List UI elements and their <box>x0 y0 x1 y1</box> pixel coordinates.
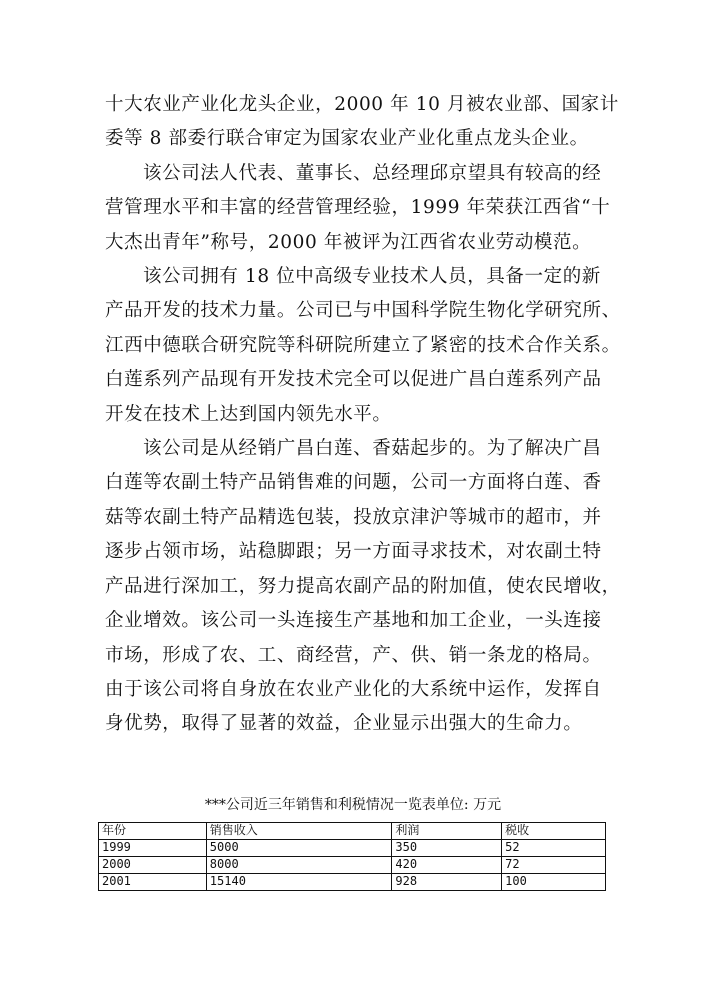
cell-tax: 52 <box>502 840 606 857</box>
header-year: 年份 <box>99 823 207 840</box>
cell-year: 2001 <box>99 874 207 891</box>
cell-year: 1999 <box>99 840 207 857</box>
sales-profit-table <box>98 822 606 891</box>
text-line: 该公司拥有 18 位中高级专业技术人员，具备一定的新 <box>143 266 601 288</box>
text-line: 市场，形成了农、工、商经营，产、供、销一条龙的格局。 <box>105 644 602 666</box>
text-line: 产品进行深加工，努力提高农副产品的附加值，使农民增收， <box>105 575 621 597</box>
text-line: 十大农业产业化龙头企业，2000 年 10 月被农业部、国家计 <box>105 94 619 115</box>
text-line: 开发在技术上达到国内领先水平。 <box>105 403 392 425</box>
paragraph-1 <box>105 88 619 157</box>
cell-profit: 928 <box>392 874 502 891</box>
text-line: 该公司法人代表、董事长、总经理邱京望具有较高的经 <box>143 162 602 184</box>
text-line: 白莲系列产品现有开发技术完全可以促进广昌白莲系列产品 <box>105 369 602 391</box>
text-line: 营管理水平和丰富的经营管理经验，1999 年荣获江西省“十 <box>105 197 611 219</box>
cell-tax: 100 <box>502 874 606 891</box>
table-header-row <box>99 823 606 840</box>
table-caption: ***公司近三年销售和利税情况一览表单位: 万元 <box>204 797 502 813</box>
cell-profit: 350 <box>392 840 502 857</box>
cell-year: 2000 <box>99 857 207 874</box>
text-line: 由于该公司将自身放在农业产业化的大系统中运作，发挥自 <box>105 678 602 700</box>
text-line: 身优势，取得了显著的效益，企业显示出强大的生命力。 <box>105 713 583 735</box>
text-line: 逐步占领市场，站稳脚跟；另一方面寻求技术，对农副土特 <box>105 541 602 563</box>
paragraph-3 <box>105 260 621 432</box>
table-row <box>99 857 606 874</box>
cell-sales: 8000 <box>206 857 392 874</box>
text-line: 江西中德联合研究院等科研院所建立了紧密的技术合作关系。 <box>105 334 621 356</box>
text-line: 大杰出青年”称号，2000 年被评为江西省农业劳动模范。 <box>105 231 592 253</box>
text-line: 企业增效。该公司一头连接生产基地和加工企业，一头连接 <box>105 610 602 632</box>
paragraph-2 <box>105 157 611 260</box>
table-row <box>99 874 606 891</box>
header-sales: 销售收入 <box>206 823 392 840</box>
cell-sales: 15140 <box>206 874 392 891</box>
text-line: 该公司是从经销广昌白莲、香菇起步的。为了解决广昌 <box>143 438 602 460</box>
text-line: 白莲等农副土特产品销售难的问题，公司一方面将白莲、香 <box>105 472 602 494</box>
cell-tax: 72 <box>502 857 606 874</box>
document-body <box>105 88 621 742</box>
paragraph-4 <box>105 432 621 742</box>
header-tax: 税收 <box>502 823 606 840</box>
cell-sales: 5000 <box>206 840 392 857</box>
text-line: 菇等农副土特产品精选包装，投放京津沪等城市的超市，并 <box>105 506 602 528</box>
cell-profit: 420 <box>392 857 502 874</box>
text-line: 委等 8 部委行联合审定为国家农业产业化重点龙头企业。 <box>105 128 589 150</box>
header-profit: 利润 <box>392 823 502 840</box>
text-line: 产品开发的技术力量。公司已与中国科学院生物化学研究所、 <box>105 300 621 322</box>
table-row <box>99 840 606 857</box>
